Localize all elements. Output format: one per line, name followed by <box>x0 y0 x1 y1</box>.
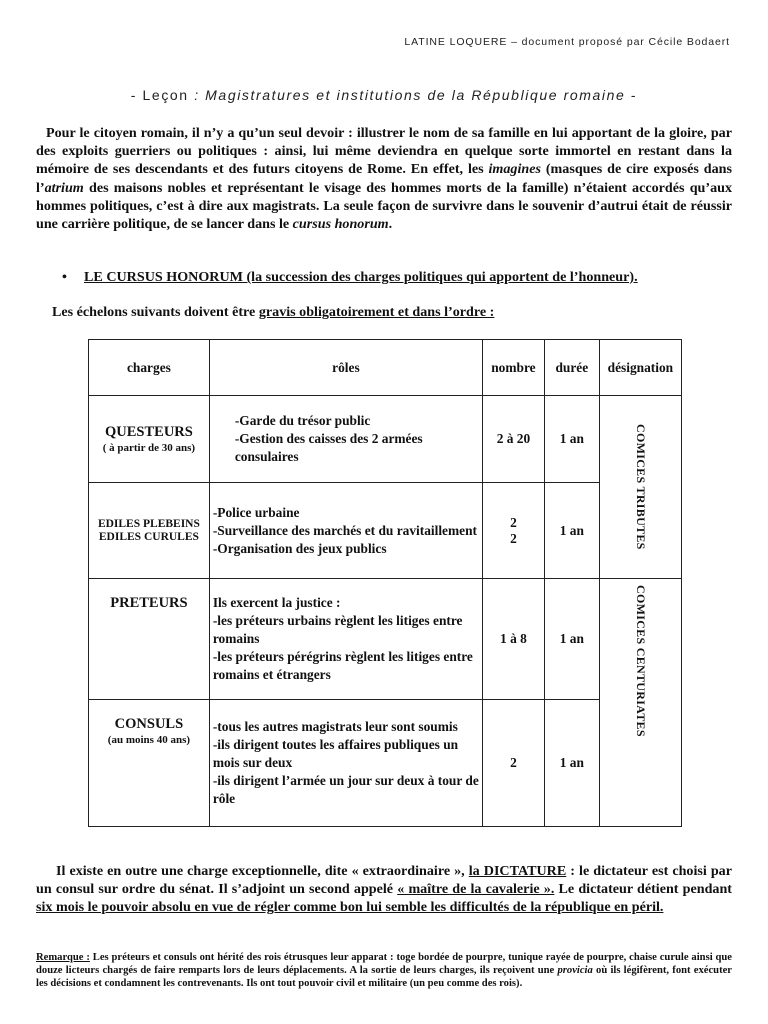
role-line: -tous les autres magistrats leur sont soumis <box>212 719 458 734</box>
dictature-text-2: : le dictateur est choisi par un consul sur ordre du sénat. Il s’adjoint un second appelé <box>36 863 732 898</box>
charge-label: PRETEURS <box>110 595 188 611</box>
remarque-provicia: provicia <box>557 964 593 976</box>
intro-text-2: (masques de cire exposés dans l’ <box>36 161 732 196</box>
dictature-text-3: Le dictateur détient pendant <box>554 881 733 898</box>
dictature-paragraph <box>36 862 732 917</box>
header-nombre: nombre <box>482 340 544 396</box>
designation-label: COMICES CENTURIATES <box>633 585 648 737</box>
nombre-consuls: 2 <box>482 700 544 827</box>
nombre-value: 2 <box>510 530 517 546</box>
charge-consuls <box>89 700 210 827</box>
intro-cursus: cursus honorum <box>292 216 389 233</box>
table-row <box>89 700 682 827</box>
intro-text-1: Pour le citoyen romain, il n’y a qu’un seul devoir : illustrer le nom de sa famille en lui apportant de la gloire, par des exploits guerriers ou politiques : ainsi, lui même deviendra en quelque sorte immortel en restant dans la mémoire de ses descendants et des futurs citoyens de Rome. En effet, les <box>36 125 732 178</box>
charge-ediles <box>89 483 210 579</box>
title-suffix: - <box>625 87 638 103</box>
title-prefix: - Leçon <box>130 87 195 103</box>
remarque-label: Remarque : <box>36 952 90 963</box>
role-line: -Surveillance des marchés et du ravitaillement <box>212 522 478 538</box>
magistratures-table <box>88 339 682 827</box>
designation-comices-centuriates <box>599 579 681 827</box>
header-duree: durée <box>544 340 599 396</box>
table-row <box>89 579 682 700</box>
charge-label: CONSULS <box>114 716 184 732</box>
maitre-cavalerie: « maître de la cavalerie ». <box>397 881 555 898</box>
role-line: -ils dirigent toutes les affaires publiques un mois sur deux <box>212 737 459 770</box>
nombre-questeurs: 2 à 20 <box>482 396 544 483</box>
cursus-bullet <box>62 269 638 286</box>
intro-text-4: . <box>388 216 393 233</box>
role-line: -Garde du trésor public <box>234 413 371 428</box>
roles-ediles <box>209 483 482 579</box>
charge-label: QUESTEURS <box>104 424 193 440</box>
role-line: -Organisation des jeux publics <box>212 540 387 556</box>
echelons-lead: Les échelons suivants doivent être <box>52 304 259 320</box>
dictature-text-1: Il existe en outre une charge exceptionnelle, dite « extraordinaire », <box>56 863 469 879</box>
role-line: Ils exercent la justice : <box>212 595 341 610</box>
charge-age: ( à partir de 30 ans) <box>102 442 196 454</box>
duree-consuls: 1 an <box>544 700 599 827</box>
title-colon: : <box>194 87 206 103</box>
remarque-note <box>36 952 732 990</box>
role-line: -Gestion des caisses des 2 armées consulaires <box>234 431 423 464</box>
header-designation: désignation <box>599 340 681 396</box>
duree-questeurs: 1 an <box>544 396 599 483</box>
role-line: -Police urbaine <box>212 504 300 520</box>
document-header-note: LATINE LOQUERE – document proposé par Cécile Bodaert <box>404 36 730 48</box>
intro-paragraph <box>36 124 732 233</box>
remarque-text-2: où ils légifèrent, font exécuter les décisions et condamnent les contrevenants. Ils ont tout pouvoir civil et militaire (un peu comme des rois). <box>36 964 732 989</box>
title-main: Magistratures et institutions de la République romaine <box>205 87 626 103</box>
roles-questeurs <box>209 396 482 483</box>
charge-age: (au moins 40 ans) <box>107 734 191 746</box>
nombre-ediles <box>482 483 544 579</box>
cursus-heading: LE CURSUS HONORUM (la succession des charges politiques qui apportent de l’honneur). <box>84 269 638 285</box>
charge-label: EDILES CURULES <box>98 530 199 543</box>
role-line: -les préteurs urbains règlent les litiges entre romains <box>212 613 463 646</box>
nombre-preteurs: 1 à 8 <box>482 579 544 700</box>
table-row <box>89 396 682 483</box>
role-line: -les préteurs pérégrins règlent les litiges entre romains et étrangers <box>212 649 473 682</box>
echelons-sentence <box>52 304 494 321</box>
nombre-value: 2 <box>510 514 517 530</box>
header-charges: charges <box>89 340 210 396</box>
roles-preteurs <box>209 579 482 700</box>
designation-label: COMICES TRIBUTES <box>633 424 648 550</box>
role-line: -ils dirigent l’armée un jour sur deux à tour de rôle <box>212 773 479 806</box>
roles-consuls <box>209 700 482 827</box>
charge-questeurs <box>89 396 210 483</box>
intro-imagines: imagines <box>488 161 541 178</box>
duree-ediles: 1 an <box>544 483 599 579</box>
dictature-term: la DICTATURE <box>468 863 567 879</box>
duree-preteurs: 1 an <box>544 579 599 700</box>
designation-comices-tributes <box>599 396 681 579</box>
header-roles: rôles <box>209 340 482 396</box>
intro-text-3: des maisons nobles et représentant le visage des hommes morts de la famille) n’étaient accordés qu’aux hommes politiques, c’est à dire aux magistrats. La seule façon de survivre dans le souvenir d’autrui était de réussir une carrière politique, de se lancer dans le <box>36 179 732 233</box>
lesson-title <box>0 87 768 103</box>
bullet-icon: • <box>62 269 67 285</box>
echelons-underlined: gravis obligatoirement et dans l’ordre : <box>258 304 495 320</box>
remarque-text-1: Les préteurs et consuls ont hérité des rois étrusques leur apparat : toge bordée de pourpre, tunique rayée de pourpre, chaise curule ainsi que douze licteurs chargés de faire remparts lors de leurs déplacements. A la sortie de leurs charges, ils reçoivent une <box>36 952 732 976</box>
intro-atrium: atrium <box>44 179 84 196</box>
charge-label: EDILES PLEBEINS <box>97 517 200 530</box>
table-row <box>89 483 682 579</box>
charge-preteurs <box>89 579 210 700</box>
dictature-pouvoir: six mois le pouvoir absolu en vue de régler comme bon lui semble les difficultés de la république en péril. <box>36 899 664 916</box>
table-header-row <box>89 340 682 396</box>
